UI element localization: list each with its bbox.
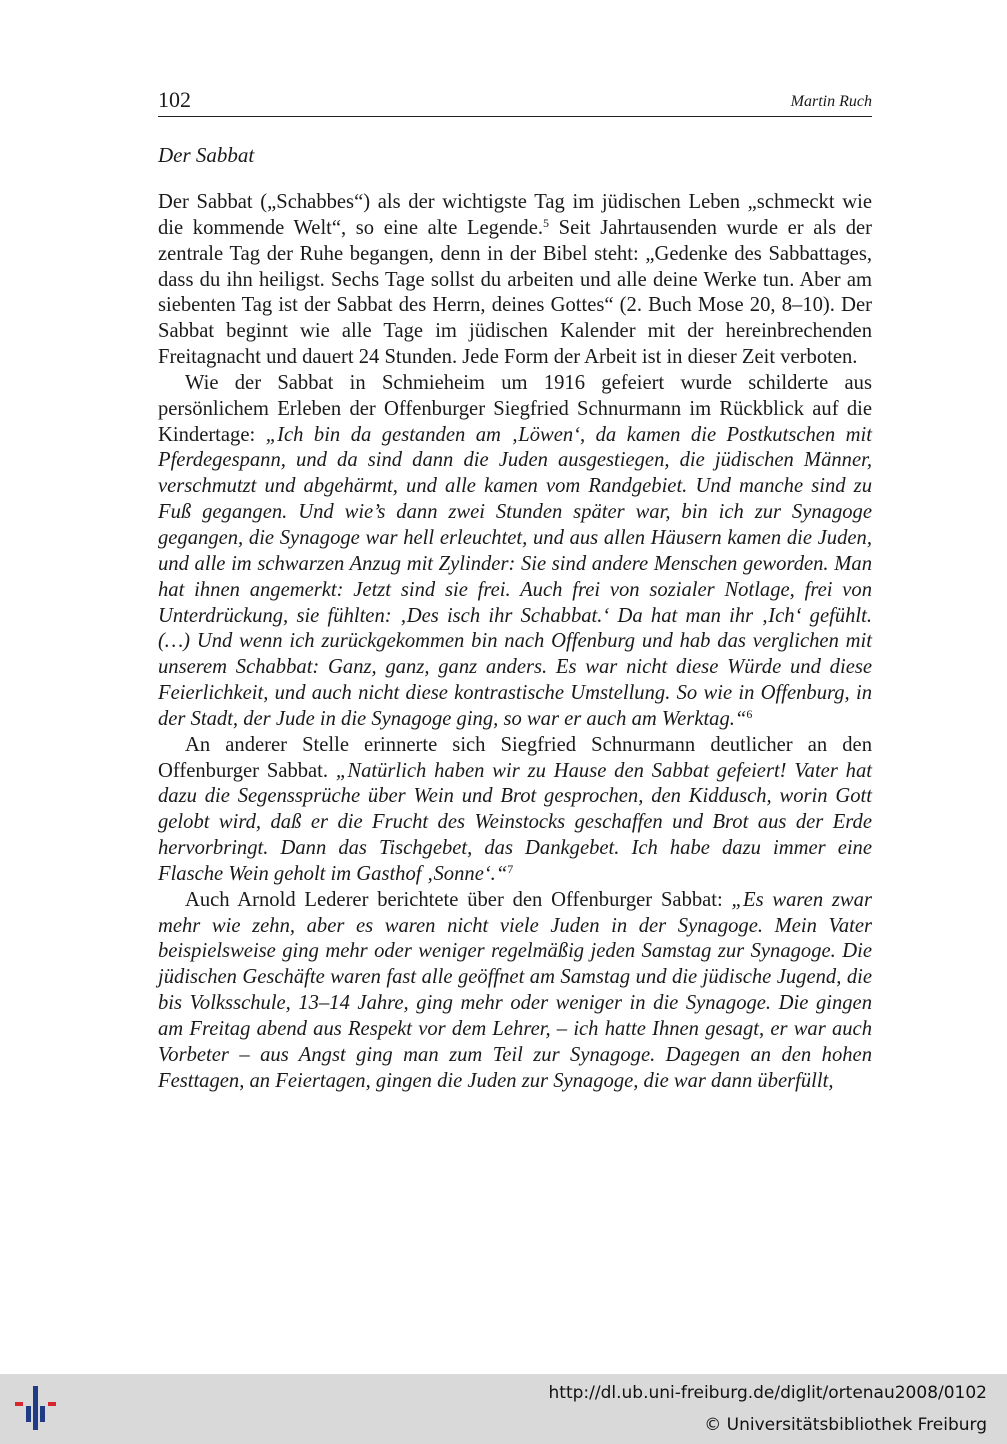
ub-freiburg-logo-icon [12, 1384, 64, 1436]
footer-copyright: © Universitätsbibliothek Freiburg [704, 1415, 987, 1435]
paragraph-4-text: Auch Arnold Lederer berichtete über den Offenburger Sabbat: [185, 888, 732, 911]
footnote-ref-7: 7 [507, 861, 514, 876]
paragraph-4-quote: „Es waren zwar mehr wie zehn, aber es waren nicht viele Juden in der Synagoge. Mein Vater beispielsweise ging mehr oder weniger regelmäßig jeden Samstag zur Synagoge. Die jüdischen Geschäfte waren fast alle geöffnet am Samstag und die jüdische Jugend, die bis Volksschule, 13–14 Jahre, ging mehr oder weniger in die Synagoge. Die gingen am Freitag abend aus Respekt vor dem Lehrer, – ich hatte Ihnen gesagt, er war auch Vorbeter – aus Angst ging man zum Teil zur Synagoge. Dagegen an den hohen Festtagen, an Feiertagen, gingen die Juden zur Synagoge, die war dann überfüllt, [158, 888, 872, 1092]
page-header [158, 86, 872, 117]
paragraph-1 [158, 190, 872, 371]
body-text [158, 190, 872, 1095]
section-title: Der Sabbat [158, 143, 255, 167]
paragraph-2 [158, 371, 872, 733]
paragraph-4 [158, 888, 872, 1095]
running-head: Martin Ruch [790, 93, 872, 110]
paragraph-3-text: An anderer Stelle erinnerte sich Siegfried Schnurmann deutlicher an den Offenburger Sabbat. [158, 733, 872, 782]
footer-url-link[interactable]: http://dl.ub.uni-freiburg.de/diglit/ortenau2008/0102 [548, 1383, 987, 1403]
paragraph-1-text-b: Seit Jahrtausenden wurde er als der zentrale Tag der Ruhe begangen, denn in der Bibel steht: „Gedenke des Sabbattages, dass du ihn heiligst. Sechs Tage sollst du arbeiten und alle deine Werke tun. Aber am siebenten Tag ist der Sabbat des Herrn, deines Gottes“ (2. Buch Mose 20, 8–10). Der Sabbat beginnt wie alle Tage im jüdischen Kalender mit der hereinbrechenden Freitagnacht und dauert 24 Stunden. Jede Form der Arbeit ist in dieser Zeit verboten. [158, 216, 872, 369]
paragraph-2-text: Wie der Sabbat in Schmieheim um 1916 gefeiert wurde schilderte aus persönlichem Erleben der Offenburger Siegfried Schnurmann im Rückblick auf die Kindertage: [158, 371, 872, 446]
paragraph-2-quote: „Ich bin da gestanden am ‚Löwen‘, da kamen die Postkutschen mit Pferdegespann, und da sind dann die Juden ausgestiegen, die jüdischen Männer, verschmutzt und abgehärmt, und alle kamen vom Randgebiet. Und manche sind zu Fuß gegangen. Und wie’s dann zwei Stunden später war, bin ich zur Synagoge gegangen, die Synagoge war hell erleuchtet, und aus allen Häusern kamen die Juden, und alle im schwarzen Anzug mit Zylinder: Sie sind andere Menschen geworden. Man hat ihnen angemerkt: Jetzt sind sie frei. Auch frei von sozialer Notlage, frei von Unterdrückung, sie fühlten: ‚Des isch ihr Schabbat.‘ Da hat man ihr ‚Ich‘ gefühlt. (…) Und wenn ich zurückgekommen bin nach Offenburg und hab das verglichen mit unserem Schabbat: Ganz, ganz, ganz anders. Es war nicht diese Würde und diese Feierlichkeit, und auch nicht diese kontrastische Umstellung. So wie in Offenburg, in der Stadt, der Jude in die Synagoge ging, so war er auch am Werktag.“ [158, 423, 873, 730]
paragraph-3-quote: „Natürlich haben wir zu Hause den Sabbat gefeiert! Vater hat dazu die Segenssprüche über Wein und Brot gesprochen, den Kiddusch, worin Gott gelobt wird, daß er die Frucht des Weinstocks geschaffen und Brot aus der Erde hervorbringt. Dann das Tischgebet, das Dankgebet. Ich habe dazu immer eine Flasche Wein geholt im Gasthof ‚Sonne‘.“ [158, 759, 872, 885]
paragraph-3 [158, 733, 872, 888]
footer-bar [0, 1374, 1007, 1444]
paragraph-1-text-a: Der Sabbat („Schabbes“) als der wichtigste Tag im jüdischen Leben „schmeckt wie die kommende Welt“, so eine alte Legende. [158, 191, 872, 239]
footnote-ref-6: 6 [746, 706, 753, 721]
footnote-ref-5: 5 [543, 215, 549, 230]
page-number: 102 [158, 87, 191, 112]
